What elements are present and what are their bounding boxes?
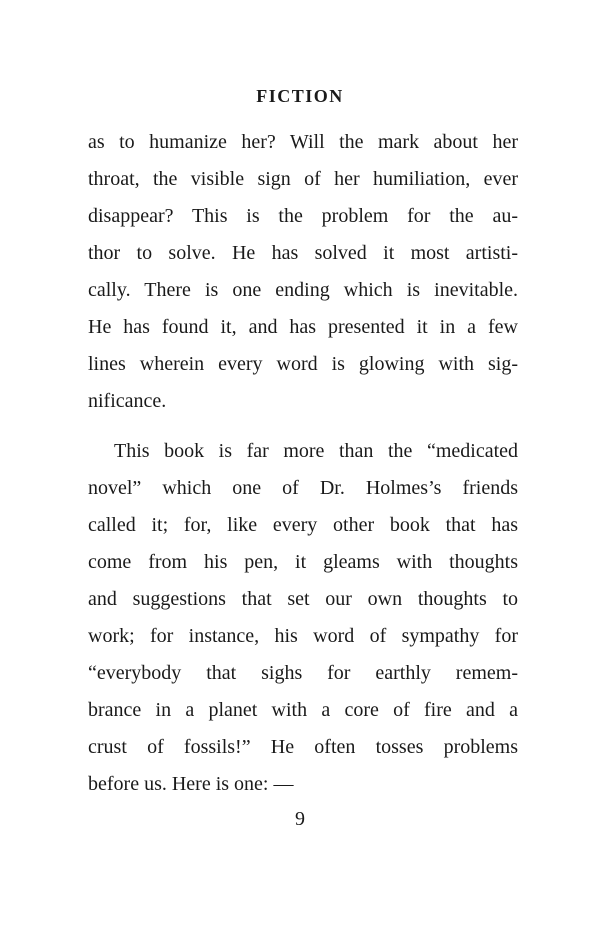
text-line: He has found it, and has presented it in a few: [88, 316, 518, 338]
text-line: throat, the visible sign of her humiliation, ever: [88, 168, 518, 190]
text-line: work; for instance, his word of sympathy for: [88, 625, 518, 647]
paragraph-gap: [88, 420, 518, 433]
text-line: before us. Here is one: —: [88, 773, 294, 795]
text-line: lines wherein every word is glowing with sig-: [88, 353, 518, 375]
text-line: as to humanize her? Will the mark about her: [88, 131, 518, 153]
text-line: disappear? This is the problem for the au-: [88, 205, 518, 227]
running-head: FICTION: [256, 86, 344, 106]
paragraph: [88, 124, 518, 420]
text-line: called it; for, like every other book that has: [88, 514, 518, 536]
text-line: crust of fossils!” He often tosses problems: [88, 736, 518, 758]
text-line: brance in a planet with a core of fire and a: [88, 699, 518, 721]
text-line: This book is far more than the “medicated: [114, 440, 518, 462]
text-line: and suggestions that set our own thoughts to: [88, 588, 518, 610]
text-line: come from his pen, it gleams with thoughts: [88, 551, 518, 573]
text-line: novel” which one of Dr. Holmes’s friends: [88, 477, 518, 499]
text-line: nificance.: [88, 390, 167, 412]
body-text: [88, 124, 518, 803]
paragraph: [88, 433, 518, 803]
text-line: thor to solve. He has solved it most artisti-: [88, 242, 518, 264]
text-line: “everybody that sighs for earthly remem-: [88, 662, 518, 684]
text-line: cally. There is one ending which is inevitable.: [88, 279, 518, 301]
page-number: 9: [295, 808, 305, 830]
